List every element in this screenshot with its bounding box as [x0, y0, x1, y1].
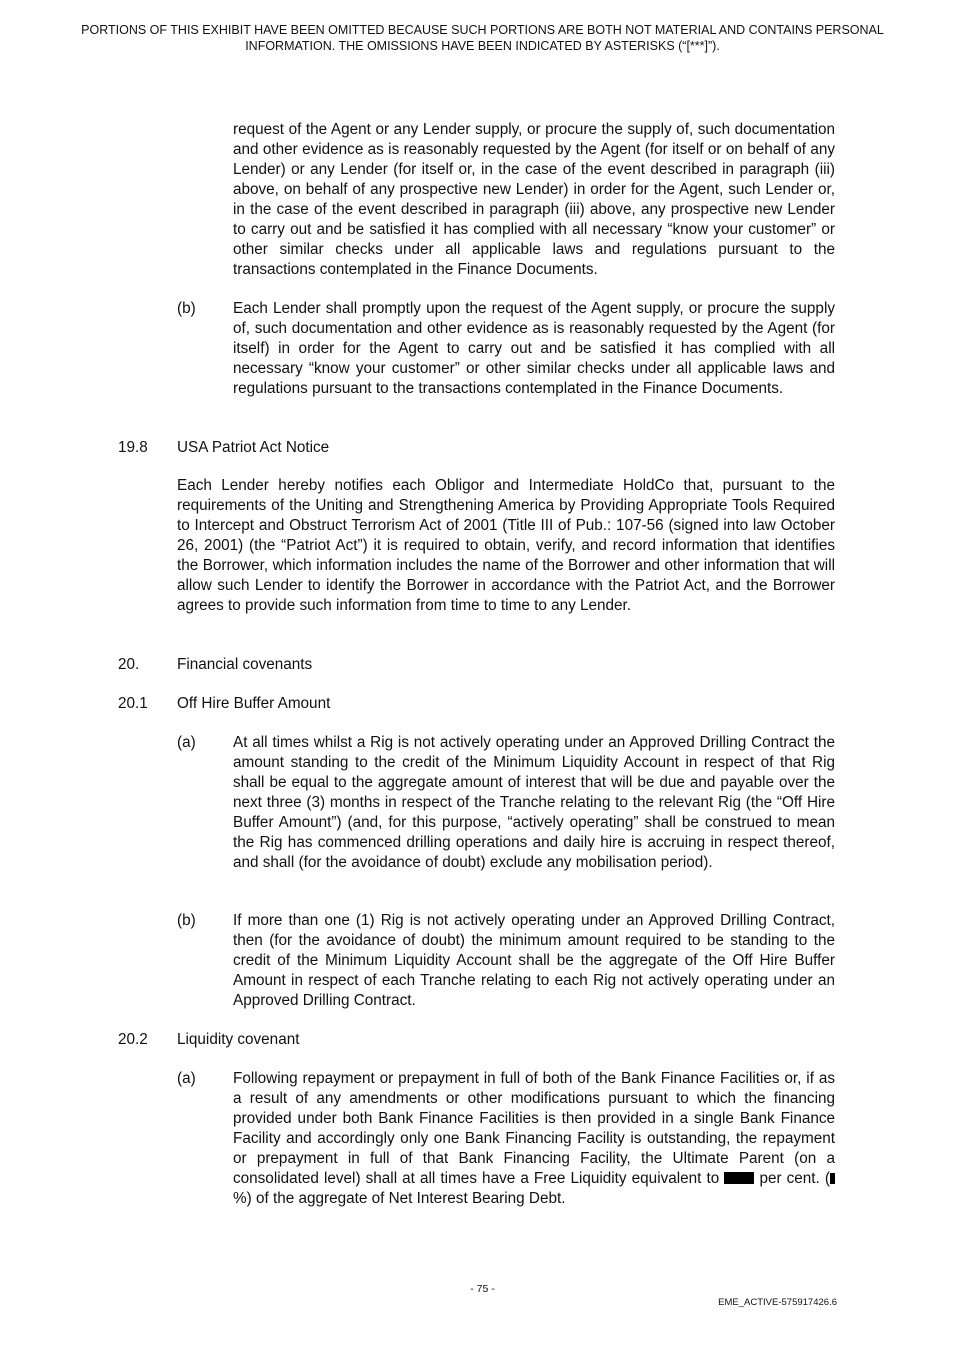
clause-19-8-text: Each Lender hereby notifies each Obligor and Intermediate HoldCo that, pursuant to the requirements of the Uniting and Strengthening America by Providing Appropriate Tools Required to Intercept and Obstruct Terrorism Act of 2001 (Title III of Pub.: 107-56 (signed into law October 26, 2001) (the “Patriot Act”) it is required to obtain, verify, and record information that identifies the Borrower, which information includes the name of the Borrower and other information that will allow such Lender to identify the Borrower in accordance with the Patriot Act, and the Borrower agrees to provide such information from time to time to any Lender. [177, 477, 835, 614]
clause-20-1-b-text: If more than one (1) Rig is not actively operating under an Approved Drilling Contract, then (for the avoidance of doubt) the minimum amount required to be standing to the credit of the Minimum Liquidity Account shall be the aggregate of the Off Hire Buffer Amount in respect of each Tranche relating to each Rig not actively operating under an Approved Drilling Contract. [233, 912, 835, 1009]
clause-20-1-title: Off Hire Buffer Amount [177, 695, 331, 712]
clause-20-number: 20. [118, 656, 140, 673]
document-reference: EME_ACTIVE-575917426.6 [718, 1297, 837, 1308]
clause-19-7-b-label: (b) [177, 300, 196, 317]
clause-20-2-a-text-part3: %) of the aggregate of Net Interest Bearing Debt. [233, 1190, 566, 1207]
continuation-paragraph: request of the Agent or any Lender supply, or procure the supply of, such documentation and other evidence as is reasonably requested by the Agent (for itself or on behalf of any Lender) or any Lender (for itself or, in the case of the event described in paragraph (iii) above, on behalf of any prospective new Lender) in order for the Agent, such Lender or, in the case of the event described in paragraph (iii) above, any prospective new Lender to carry out and be satisfied it has complied with all necessary “know your customer” or other similar checks under all applicable laws and regulations pursuant to the transactions contemplated in the Finance Documents. [233, 121, 835, 278]
redaction-block-small [830, 1173, 835, 1184]
clause-20-2-a-text-part1: Following repayment or prepayment in full of both of the Bank Finance Facilities or, if as a result of any amendments or other modifications pursuant to which the financing provided under both Bank Finance Facilities is then provided in a single Bank Finance Facility and accordingly only one Bank Financing Facility is outstanding, the repayment or prepayment in full of that Bank Financing Facility, the Ultimate Parent (on a consolidated level) shall at all times have a Free Liquidity equivalent to [233, 1070, 835, 1187]
clause-19-7-b-text: Each Lender shall promptly upon the request of the Agent supply, or procure the supply of, such documentation and other evidence as is reasonably requested by the Agent (for itself) in order for the Agent to carry out and be satisfied it has complied with all necessary “know your customer” or other similar checks under all applicable laws and regulations pursuant to the transactions contemplated in the Finance Documents. [233, 300, 835, 397]
clause-20-2-a-text [233, 1069, 835, 1209]
clause-20-2-a-label: (a) [177, 1070, 196, 1087]
page-number: - 75 - [470, 1283, 495, 1295]
redaction-block [724, 1172, 754, 1184]
clause-20-1-a-label: (a) [177, 734, 196, 751]
clause-20-2-a-text-part2: per cent. ( [754, 1170, 830, 1187]
clause-20-1-b-label: (b) [177, 912, 196, 929]
exhibit-header: PORTIONS OF THIS EXHIBIT HAVE BEEN OMITTED BECAUSE SUCH PORTIONS ARE BOTH NOT MATERIAL AND CONTAINS PERSONAL INFORMATION. THE OMISSIONS HAVE BEEN INDICATED BY ASTERISKS (“[***]”). [81, 23, 884, 53]
clause-19-8-title: USA Patriot Act Notice [177, 439, 330, 456]
clause-20-2-title: Liquidity covenant [177, 1031, 300, 1048]
clause-20-1-a-text: At all times whilst a Rig is not actively operating under an Approved Drilling Contract the amount standing to the credit of the Minimum Liquidity Account in respect of that Rig shall be equal to the aggregate amount of interest that will be due and payable over the next three (3) months in respect of the Tranche relating to the relevant Rig (the “Off Hire Buffer Amount”) (and, for this purpose, “actively operating” shall be construed to mean the Rig has commenced drilling operations and daily hire is accruing in respect thereof, and shall (for the avoidance of doubt) exclude any mobilisation period). [233, 734, 835, 871]
clause-20-2-number: 20.2 [118, 1031, 148, 1048]
clause-19-8-number: 19.8 [118, 439, 148, 456]
clause-20-1-number: 20.1 [118, 695, 148, 712]
clause-20-title: Financial covenants [177, 656, 313, 673]
